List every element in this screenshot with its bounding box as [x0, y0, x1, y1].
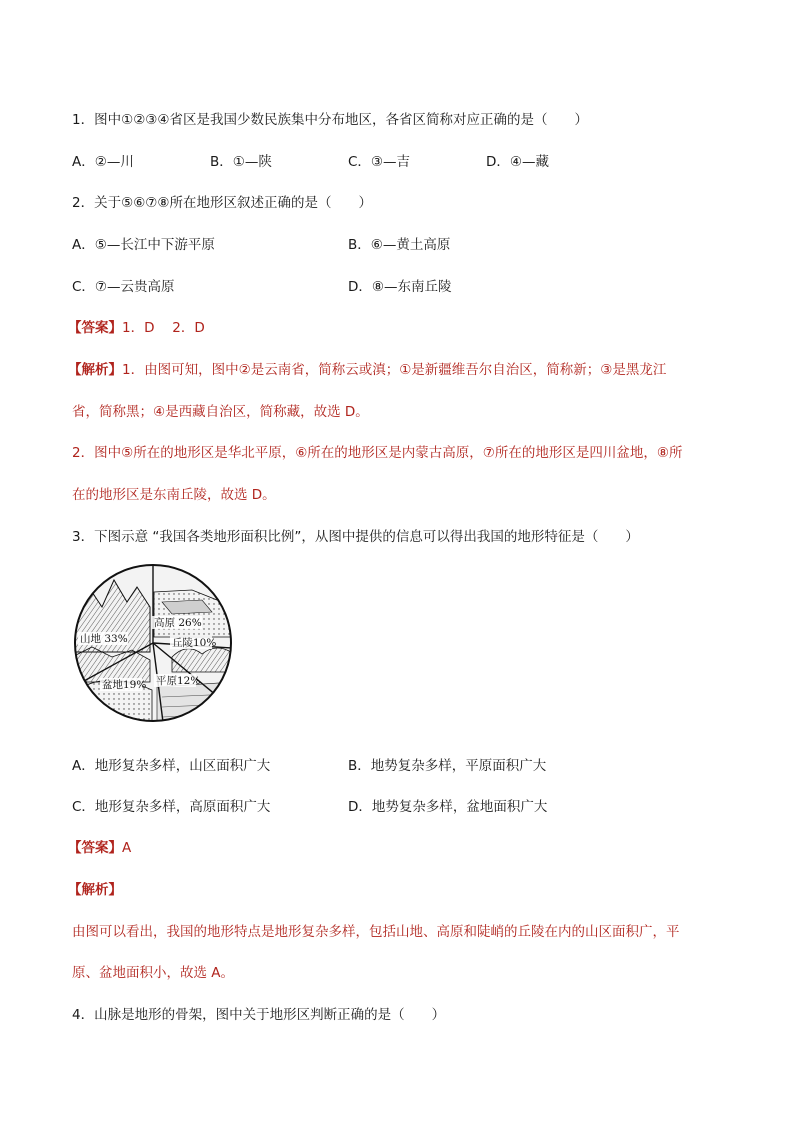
analysis-1-2-line2: 省，简称黑；④是西藏自治区，简称藏，故选 D。 — [72, 404, 369, 420]
analysis-label: 【解析】 — [68, 362, 122, 378]
q1-option-b: B．①—陕 — [210, 154, 272, 170]
analysis-1-2-line1 — [68, 358, 666, 378]
q4-stem: 4．山脉是地形的骨架，图中关于地形区判断正确的是（ ） — [72, 1007, 446, 1023]
analysis-text: 1．由图可知，图中②是云南省，简称云或滇；①是新疆维吾尔自治区，简称新；③是黑龙江 — [122, 362, 667, 378]
analysis-3-label — [68, 878, 122, 898]
pie-label-山地: 山地 33% — [80, 633, 128, 645]
q3-option-c: C．地形复杂多样，高原面积广大 — [72, 799, 271, 815]
analysis3-label: 【解析】 — [68, 882, 122, 898]
q3-option-a: A．地形复杂多样，山区面积广大 — [72, 758, 271, 774]
answer-label: 【答案】 — [68, 320, 122, 336]
q1-stem: 1．图中①②③④省区是我国少数民族集中分布地区，各省区简称对应正确的是（ ） — [72, 112, 588, 128]
q2-option-d: D．⑧—东南丘陵 — [348, 279, 452, 295]
terrain-pie-chart — [72, 562, 234, 724]
answer3-text: A — [122, 840, 132, 856]
analysis-3-line2: 原、盆地面积小，故选 A。 — [72, 965, 235, 981]
pie-label-平原: 平原12% — [156, 675, 201, 687]
q1-option-d: D．④—藏 — [486, 154, 549, 170]
q2-option-a: A．⑤—长江中下游平原 — [72, 237, 215, 253]
answer-1-2 — [68, 316, 205, 336]
answer-text: 1．D 2．D — [122, 320, 205, 336]
q2-option-b: B．⑥—黄土高原 — [348, 237, 451, 253]
q3-stem: 3．下图示意 “我国各类地形面积比例”，从图中提供的信息可以得出我国的地形特征是（ ） — [72, 529, 639, 545]
q2-stem: 2．关于⑤⑥⑦⑧所在地形区叙述正确的是（ ） — [72, 195, 372, 211]
answer3-label: 【答案】 — [68, 840, 122, 856]
analysis-1-2-line4: 在的地形区是东南丘陵，故选 D。 — [72, 487, 276, 503]
q1-option-c: C．③—吉 — [348, 154, 411, 170]
pie-label-盆地: 盆地19% — [102, 679, 147, 691]
analysis-3-line1: 由图可以看出，我国的地形特点是地形复杂多样，包括山地、高原和陡峭的丘陵在内的山区面积广，平 — [72, 924, 680, 940]
q2-option-c: C．⑦—云贵高原 — [72, 279, 175, 295]
pie-label-丘陵: 丘陵10% — [172, 637, 217, 649]
q3-option-b: B．地势复杂多样，平原面积广大 — [348, 758, 547, 774]
q1-option-a: A．②—川 — [72, 154, 134, 170]
answer-3 — [68, 836, 131, 856]
analysis-1-2-line3: 2．图中⑤所在的地形区是华北平原，⑥所在的地形区是内蒙古高原，⑦所在的地形区是四川盆地，⑧所 — [72, 445, 683, 461]
pie-label-高原: 高原 26% — [154, 617, 202, 629]
q3-option-d: D．地势复杂多样，盆地面积广大 — [348, 799, 548, 815]
